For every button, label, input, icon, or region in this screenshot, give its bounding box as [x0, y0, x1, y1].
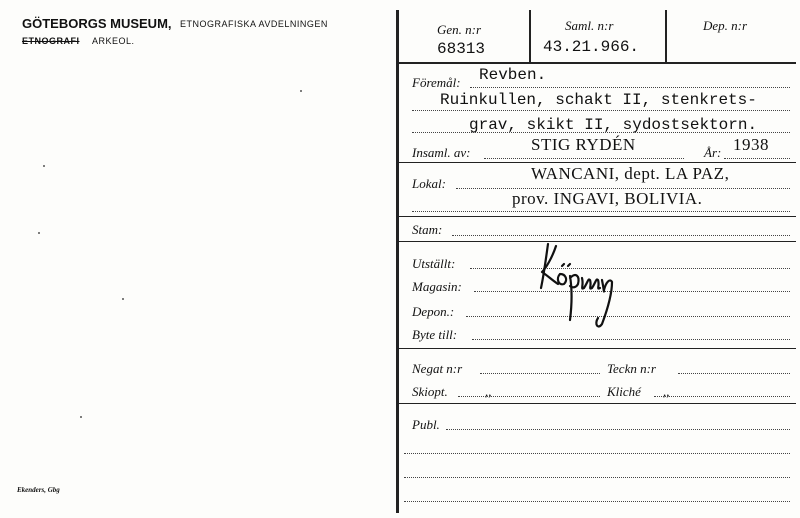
section-rule: [398, 162, 796, 163]
department-sub: ARKEOL.: [92, 36, 135, 46]
dotted-line: [446, 429, 790, 430]
teckn-label: Teckn n:r: [607, 361, 656, 376]
dep-nr-label: Dep. n:r: [703, 18, 748, 33]
kliche-ditto: ,,: [663, 384, 670, 399]
foremal-label: Föremål:: [412, 75, 461, 90]
foremal-line-1: Revben.: [479, 66, 547, 84]
printer-imprint: Ekenders, Gbg: [17, 486, 60, 494]
section-rule: [398, 216, 796, 217]
skiopt-ditto: ,,: [485, 384, 492, 399]
speck: [43, 165, 45, 167]
department-name: ETNOGRAFISKA AVDELNINGEN: [180, 19, 328, 29]
speck: [80, 416, 82, 418]
col-divider-2: [665, 10, 667, 62]
svg-text:Köpenhamn: Köpenhamn: [532, 238, 537, 239]
dotted-line: [484, 158, 684, 159]
dotted-line: [724, 158, 790, 159]
dotted-line: [470, 87, 790, 88]
main-vertical-rule: [396, 10, 399, 513]
speck: [300, 90, 302, 92]
dotted-line: [678, 373, 790, 374]
insaml-label: Insaml. av:: [412, 145, 471, 160]
dotted-line: [412, 211, 790, 212]
dotted-line: [404, 501, 790, 502]
gen-nr-value: 68313: [437, 40, 486, 58]
saml-nr-value: 43.21.966.: [543, 38, 640, 56]
lokal-line-2: prov. INGAVI, BOLIVIA.: [512, 189, 703, 208]
stam-label: Stam:: [412, 222, 443, 237]
dotted-line: [452, 235, 790, 236]
speck: [38, 232, 40, 234]
publ-label: Publ.: [412, 417, 440, 432]
speck: [122, 298, 124, 300]
foremal-line-3: grav, skikt II, sydostsektorn.: [469, 116, 758, 134]
dotted-line: [474, 291, 790, 292]
number-row-rule: [398, 62, 796, 64]
negat-label: Negat n:r: [412, 361, 463, 376]
magasin-label: Magasin:: [412, 279, 462, 294]
foremal-line-2: Ruinkullen, schakt II, stenkrets-: [440, 91, 757, 109]
kliche-label: Kliché: [607, 384, 641, 399]
dotted-line: [412, 110, 790, 111]
insaml-value: STIG RYDÉN: [531, 135, 636, 154]
lokal-line-1: WANCANI, dept. LA PAZ,: [531, 164, 730, 183]
dotted-line: [472, 339, 790, 340]
ar-value: 1938: [733, 135, 769, 154]
dotted-line: [480, 373, 600, 374]
lokal-label: Lokal:: [412, 176, 446, 191]
utstallt-label: Utställt:: [412, 256, 456, 271]
byte-till-label: Byte till:: [412, 327, 458, 342]
col-divider-1: [529, 10, 531, 62]
gen-nr-label: Gen. n:r: [437, 22, 482, 37]
dotted-line: [654, 396, 790, 397]
saml-nr-label: Saml. n:r: [565, 18, 614, 33]
ar-label: År:: [704, 145, 722, 160]
handwritten-signature: [532, 238, 632, 330]
dotted-line: [458, 396, 600, 397]
section-rule: [398, 403, 796, 404]
dotted-line: [412, 132, 790, 133]
museum-name: GÖTEBORGS MUSEUM,: [22, 16, 172, 31]
depon-label: Depon.:: [412, 304, 455, 319]
skiopt-label: Skiopt.: [412, 384, 448, 399]
crossed-out-department: ETNOGRAFI: [22, 36, 80, 46]
section-rule: [398, 348, 796, 349]
dotted-line: [404, 477, 790, 478]
dotted-line: [404, 453, 790, 454]
